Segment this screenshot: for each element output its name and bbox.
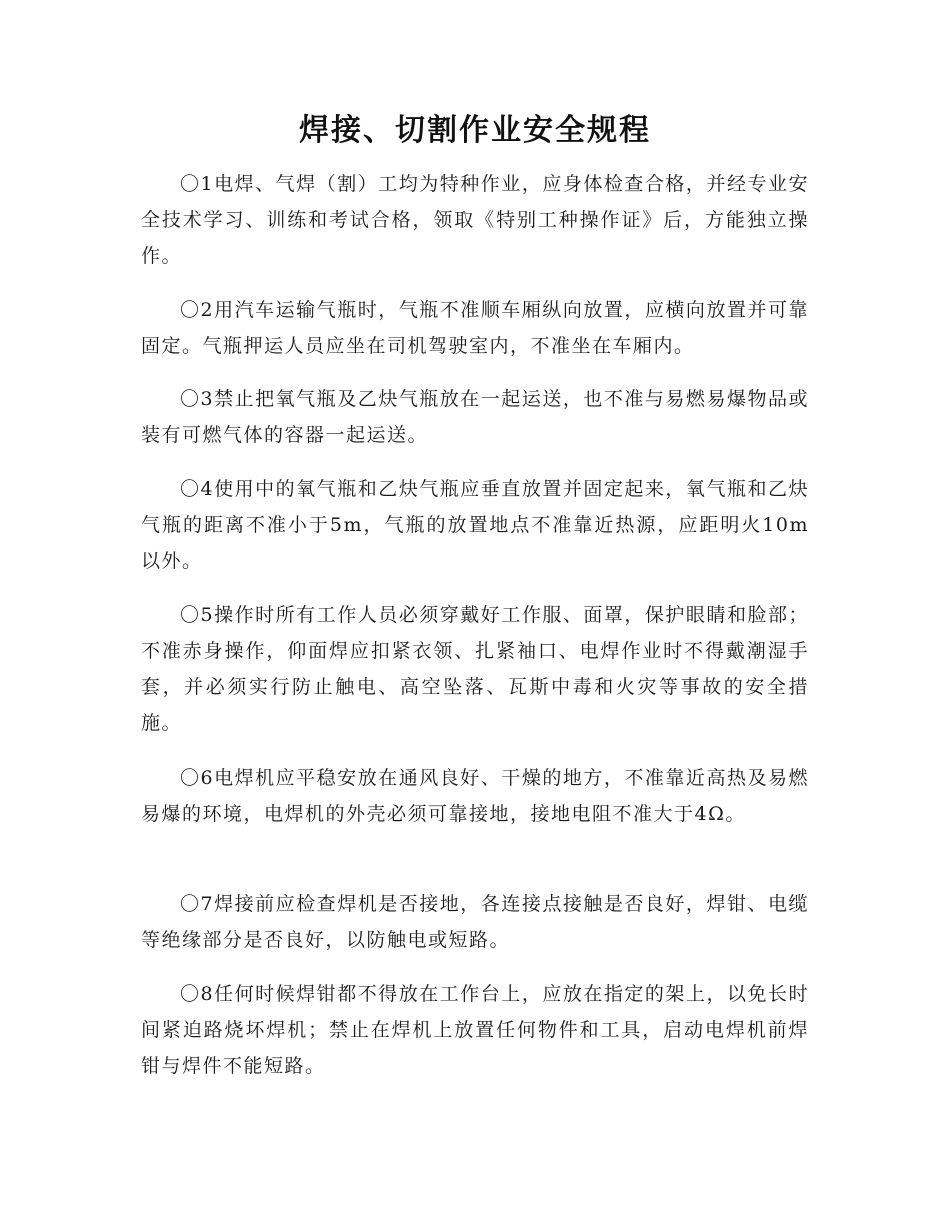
rule-paragraph-4: 〇4使用中的氧气瓶和乙炔气瓶应垂直放置并固定起来，氧气瓶和乙炔气瓶的距离不准小于5m，气瓶的放置地点不准靠近热源，应距明火10m以外。 — [141, 478, 809, 572]
rule-paragraph-7: 〇7焊接前应检查焊机是否接地，各连接点接触是否良好，焊钳、电缆等绝缘部分是否良好，以防触电或短路。 — [141, 893, 809, 951]
document-title: 焊接、切割作业安全规程 — [299, 113, 651, 148]
rule-paragraph-5: 〇5操作时所有工作人员必须穿戴好工作服、面罩，保护眼睛和脸部；不准赤身操作，仰面焊应扣紧衣领、扎紧袖口、电焊作业时不得戴潮湿手套，并必须实行防止触电、高空坠落、瓦斯中毒和火灾等事故的安全措施。 — [141, 604, 809, 734]
rule-paragraph-3: 〇3禁止把氧气瓶及乙炔气瓶放在一起运送，也不准与易燃易爆物品或装有可燃气体的容器一起运送。 — [141, 388, 809, 446]
rule-paragraph-8: 〇8任何时候焊钳都不得放在工作台上，应放在指定的架上，以免长时间紧迫路烧坏焊机；禁止在焊机上放置任何物件和工具，启动电焊机前焊钳与焊件不能短路。 — [141, 983, 809, 1077]
rule-paragraph-2: 〇2用汽车运输气瓶时，气瓶不准顺车厢纵向放置，应横向放置并可靠固定。气瓶押运人员应坐在司机驾驶室内，不准坐在车厢内。 — [141, 299, 809, 357]
rule-paragraph-1: 〇1电焊、气焊（割）工均为特种作业，应身体检查合格，并经专业安全技术学习、训练和考试合格，领取《特别工种操作证》后，方能独立操作。 — [141, 173, 809, 267]
rule-paragraph-6: 〇6电焊机应平稳安放在通风良好、干燥的地方，不准靠近高热及易燃易爆的环境，电焊机的外壳必须可靠接地，接地电阻不准大于4Ω。 — [141, 767, 809, 825]
